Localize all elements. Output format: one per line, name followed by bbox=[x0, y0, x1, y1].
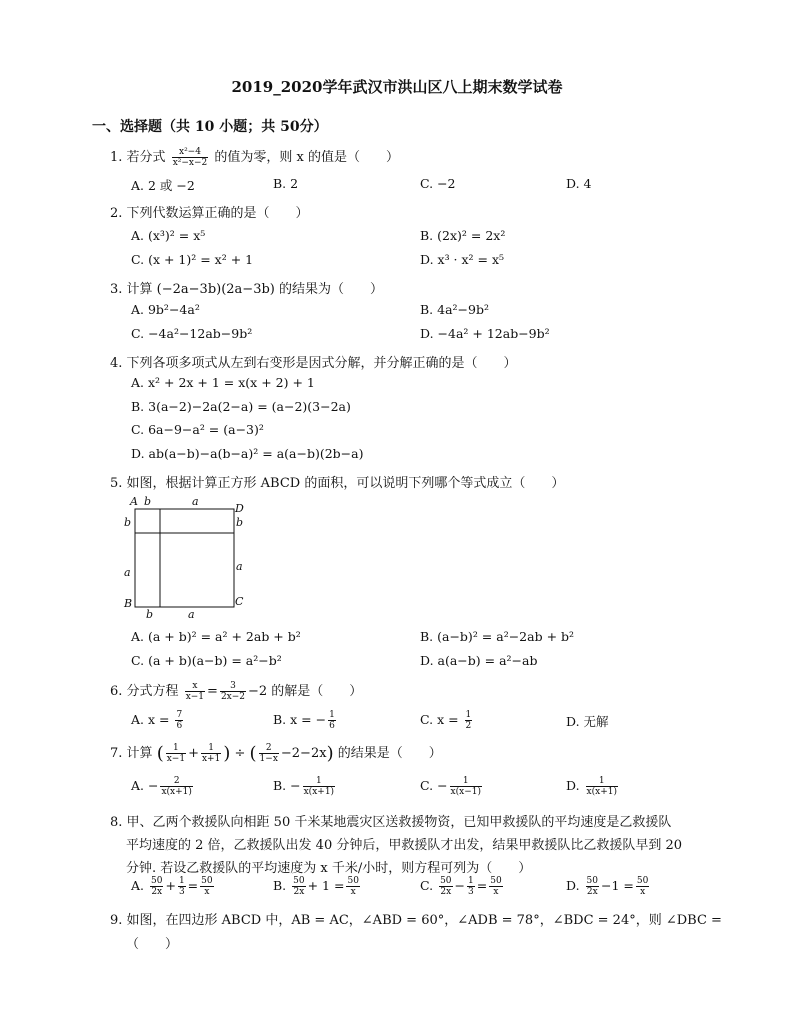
q8-c-d1: 2x bbox=[440, 887, 452, 897]
q7-opt-d-fraction bbox=[586, 776, 618, 797]
square-abcd-figure bbox=[118, 493, 258, 623]
q6-opt-b-num: 1 bbox=[329, 710, 335, 720]
label-D: D bbox=[235, 502, 244, 515]
q3-option-d[interactable]: D. −4a² + 12ab−9b² bbox=[420, 326, 550, 341]
question-8-line-2: 平均速度的 2 倍，乙救援队出发 40 分钟后，甲救援队才出发，结果甲救援队比乙救援队早到 20 bbox=[126, 838, 683, 853]
q8-b-d1: 2x bbox=[293, 887, 305, 897]
q8-d-n1: 50 bbox=[586, 876, 598, 886]
q7-opt-a-den: x(x+1) bbox=[161, 787, 192, 797]
question-8-line-1: 8. 甲、乙两个救援队向相距 50 千米某地震灾区送救援物资，已知甲救援队的平均速度是乙救援队 bbox=[110, 815, 672, 830]
q7-opt-c-den: x(x−1) bbox=[450, 787, 481, 797]
q6-rhs-den: 2x−2 bbox=[220, 692, 246, 702]
q1-fraction bbox=[172, 147, 209, 168]
q1-option-c[interactable]: C. −2 bbox=[420, 176, 456, 191]
q8-d-mid: −1 = bbox=[601, 878, 634, 893]
q8-c-d3: x bbox=[493, 887, 499, 897]
q8-d-d1: 2x bbox=[586, 887, 598, 897]
q8-b-n3: 50 bbox=[347, 876, 359, 886]
q1-option-a[interactable]: A. 2 或 −2 bbox=[131, 178, 195, 193]
page-title: 2019_2020学年武汉市洪山区八上期末数学试卷 bbox=[231, 78, 563, 96]
q7-frac-2 bbox=[201, 743, 221, 764]
q8-opt-c-frac-3 bbox=[489, 876, 502, 897]
q6-opt-a-den: 6 bbox=[176, 721, 183, 731]
label-right-a: a bbox=[236, 560, 243, 573]
q7-opt-b-pre: B. − bbox=[273, 778, 301, 793]
q3-option-a[interactable]: A. 9b²−4a² bbox=[131, 302, 200, 317]
q6-lhs-num: x bbox=[185, 681, 205, 692]
question-1-stem bbox=[110, 146, 399, 168]
q8-opt-a-label: A. bbox=[131, 878, 145, 893]
q8-option-b[interactable] bbox=[273, 876, 362, 897]
label-left-b: b bbox=[124, 516, 132, 529]
question-9-line-2: （ ） bbox=[126, 937, 179, 952]
q4-option-c[interactable]: C. 6a−9−a² = (a−3)² bbox=[131, 422, 264, 437]
q6-opt-c-pre: C. x = bbox=[420, 712, 459, 727]
question-2-stem: 2. 下列代数运算正确的是（ ） bbox=[110, 206, 309, 221]
q7-opt-a-num: 2 bbox=[160, 776, 192, 787]
square-outline bbox=[135, 509, 234, 607]
q8-d-d3: x bbox=[640, 887, 646, 897]
q7-opt-c-fraction bbox=[450, 776, 482, 797]
question-8-line-3: 分钟. 若设乙救援队的平均速度为 x 千米/小时，则方程可列为（ ） bbox=[126, 861, 532, 876]
q6-opt-b-fraction bbox=[328, 710, 336, 731]
q4-option-b[interactable]: B. 3(a−2)−2a(2−a) = (a−2)(3−2a) bbox=[131, 399, 351, 414]
q6-stem-post: −2 的解是（ ） bbox=[248, 684, 363, 699]
q7-opt-b-fraction bbox=[303, 776, 335, 797]
q8-a-d1: 2x bbox=[151, 887, 163, 897]
q8-opt-c-frac-2 bbox=[467, 876, 475, 897]
q6-lhs-den: x−1 bbox=[185, 692, 205, 702]
q1-stem-pre: 1. 若分式 bbox=[110, 150, 166, 165]
q6-rhs-num: 3 bbox=[220, 681, 246, 692]
q5-option-a[interactable]: A. (a + b)² = a² + 2ab + b² bbox=[131, 629, 301, 644]
q6-stem-pre: 6. 分式方程 bbox=[110, 684, 179, 699]
label-A: A bbox=[130, 495, 138, 508]
q7-stem-post: 的结果是（ ） bbox=[337, 746, 442, 761]
q8-opt-c-label: C. bbox=[420, 878, 434, 893]
question-4-stem: 4. 下列各项多项式从左到右变形是因式分解，并分解正确的是（ ） bbox=[110, 356, 517, 371]
q5-option-c[interactable]: C. (a + b)(a−b) = a²−b² bbox=[131, 653, 282, 668]
q8-c-eq: = bbox=[476, 878, 488, 893]
label-top-b: b bbox=[144, 495, 152, 508]
q6-rhs-fraction bbox=[220, 681, 246, 702]
q8-opt-b-label: B. bbox=[273, 878, 287, 893]
q6-opt-b-den: 6 bbox=[329, 721, 335, 731]
q1-stem-post: 的值为零，则 x 的值是（ ） bbox=[214, 150, 400, 165]
q8-opt-a-frac-1 bbox=[150, 876, 163, 897]
q8-b-mid: + 1 = bbox=[307, 878, 345, 893]
q8-opt-a-frac-2 bbox=[178, 876, 186, 897]
q7-f1-den: x−1 bbox=[166, 754, 186, 764]
q8-a-d2: 3 bbox=[178, 887, 185, 897]
question-9-line-1: 9. 如图，在四边形 ABCD 中，AB = AC，∠ABD = 60°，∠ADB = 78°，∠BDC = 24°，则 ∠DBC = bbox=[110, 913, 722, 928]
q8-a-n1: 50 bbox=[151, 876, 163, 886]
q8-opt-c-frac-1 bbox=[439, 876, 452, 897]
q2-option-d[interactable]: D. x³ · x² = x⁵ bbox=[420, 252, 505, 267]
q7-option-a[interactable] bbox=[131, 776, 195, 797]
q2-option-c[interactable]: C. (x + 1)² = x² + 1 bbox=[131, 252, 254, 267]
q8-c-n2: 1 bbox=[468, 876, 474, 886]
q8-a-n2: 1 bbox=[178, 876, 185, 886]
q6-opt-c-den: 2 bbox=[465, 721, 472, 731]
q7-f1-num: 1 bbox=[166, 743, 186, 754]
q8-opt-d-frac-1 bbox=[586, 876, 599, 897]
q7-stem-pre: 7. 计算 bbox=[110, 746, 153, 761]
q7-option-c[interactable] bbox=[420, 776, 484, 797]
q8-a-eq: = bbox=[187, 878, 199, 893]
question-5-stem: 5. 如图，根据计算正方形 ABCD 的面积，可以说明下列哪个等式成立（ ） bbox=[110, 476, 565, 491]
q8-opt-d-frac-3 bbox=[636, 876, 649, 897]
label-left-a: a bbox=[124, 566, 131, 579]
q8-c-op: − bbox=[454, 878, 466, 893]
q1-frac-den: x²−x−2 bbox=[172, 158, 208, 168]
q7-f3-den: 1−x bbox=[259, 754, 278, 764]
q7-opt-d-den: x(x+1) bbox=[586, 787, 617, 797]
label-right-b: b bbox=[236, 516, 244, 529]
q2-option-b[interactable]: B. (2x)² = 2x² bbox=[420, 228, 506, 243]
q4-option-d[interactable]: D. ab(a−b)−a(b−a)² = a(a−b)(2b−a) bbox=[131, 446, 364, 461]
q6-lhs-fraction bbox=[185, 681, 205, 702]
q8-opt-b-frac-1 bbox=[292, 876, 305, 897]
q7-frac-1 bbox=[166, 743, 186, 764]
q7-opt-d-num: 1 bbox=[586, 776, 618, 787]
q6-opt-b-pre: B. x = − bbox=[273, 712, 327, 727]
q7-opt-c-pre: C. − bbox=[420, 778, 448, 793]
q6-option-c[interactable] bbox=[420, 710, 474, 731]
q7-opt-a-pre: A. − bbox=[131, 778, 159, 793]
q1-option-b[interactable]: B. 2 bbox=[273, 176, 299, 191]
q7-stem-mid: −2−2x bbox=[280, 746, 327, 761]
question-3-stem: 3. 计算 (−2a−3b)(2a−3b) 的结果为（ ） bbox=[110, 282, 383, 297]
q8-d-n3: 50 bbox=[636, 876, 649, 886]
label-C: C bbox=[235, 595, 244, 608]
q7-opt-b-num: 1 bbox=[303, 776, 335, 787]
q7-frac-3 bbox=[259, 743, 279, 764]
q8-c-d2: 3 bbox=[468, 887, 474, 897]
q7-opt-b-den: x(x+1) bbox=[303, 787, 335, 797]
q7-option-b[interactable] bbox=[273, 776, 337, 797]
q8-opt-b-frac-3 bbox=[346, 876, 359, 897]
q7-opt-c-num: 1 bbox=[450, 776, 482, 787]
q6-option-d[interactable]: D. 无解 bbox=[566, 714, 609, 729]
q4-option-a[interactable]: A. x² + 2x + 1 = x(x + 2) + 1 bbox=[131, 375, 315, 390]
q6-opt-a-pre: A. x = bbox=[131, 712, 170, 727]
q8-c-n3: 50 bbox=[490, 876, 502, 886]
q6-opt-a-num: 7 bbox=[176, 710, 183, 720]
q7-f2-den: x+1 bbox=[201, 754, 221, 764]
label-B: B bbox=[124, 597, 133, 610]
q6-option-a[interactable] bbox=[131, 710, 185, 731]
q1-frac-num: x²−4 bbox=[172, 147, 209, 158]
q7-f3-num: 2 bbox=[259, 743, 279, 754]
q6-option-b[interactable] bbox=[273, 710, 338, 731]
q6-opt-c-fraction bbox=[465, 710, 473, 731]
q8-opt-d-label: D. bbox=[566, 878, 580, 893]
q7-opt-a-fraction bbox=[160, 776, 192, 797]
q8-a-d3: x bbox=[204, 887, 210, 897]
q7-f2-num: 1 bbox=[201, 743, 221, 754]
label-bottom-a: a bbox=[188, 608, 195, 621]
q8-a-op: + bbox=[165, 878, 176, 893]
q7-option-d[interactable] bbox=[566, 776, 620, 797]
question-7-stem: 7. 计算 ( $\frac{1}{x-1}$ + $\frac{1}{x+1}$ ) ÷ ( $\frac{2}{1-x}$ −2−2x) 的结果是（ ） bbox=[110, 743, 442, 764]
q8-a-n3: 50 bbox=[201, 876, 213, 886]
q8-option-c[interactable] bbox=[420, 876, 505, 897]
q1-option-d[interactable]: D. 4 bbox=[566, 176, 592, 191]
question-6-stem: 6. 分式方程 $\frac{x}{x-1}$ = $\frac{3}{2x-2}$ −2 的解是（ ） bbox=[110, 681, 363, 702]
q8-opt-a-frac-3 bbox=[200, 876, 213, 897]
q3-option-c[interactable]: C. −4a²−12ab−9b² bbox=[131, 326, 253, 341]
q3-option-b[interactable]: B. 4a²−9b² bbox=[420, 302, 489, 317]
label-top-a: a bbox=[192, 495, 199, 508]
q8-option-a[interactable] bbox=[131, 876, 216, 897]
q7-opt-d-pre: D. bbox=[566, 778, 580, 793]
q5-option-d[interactable]: D. a(a−b) = a²−ab bbox=[420, 653, 538, 668]
label-bottom-b: b bbox=[146, 608, 154, 621]
q6-opt-a-fraction bbox=[175, 710, 183, 731]
q6-opt-c-num: 1 bbox=[465, 710, 472, 720]
q8-c-n1: 50 bbox=[440, 876, 452, 886]
q8-b-n1: 50 bbox=[293, 876, 305, 886]
section-heading: 一、选择题（共 10 小题；共 50分） bbox=[92, 119, 328, 135]
q8-option-d[interactable] bbox=[566, 876, 651, 897]
q2-option-a[interactable]: A. (x³)² = x⁵ bbox=[131, 228, 206, 243]
q8-b-d3: x bbox=[350, 887, 356, 897]
q5-option-b[interactable]: B. (a−b)² = a²−2ab + b² bbox=[420, 629, 575, 644]
